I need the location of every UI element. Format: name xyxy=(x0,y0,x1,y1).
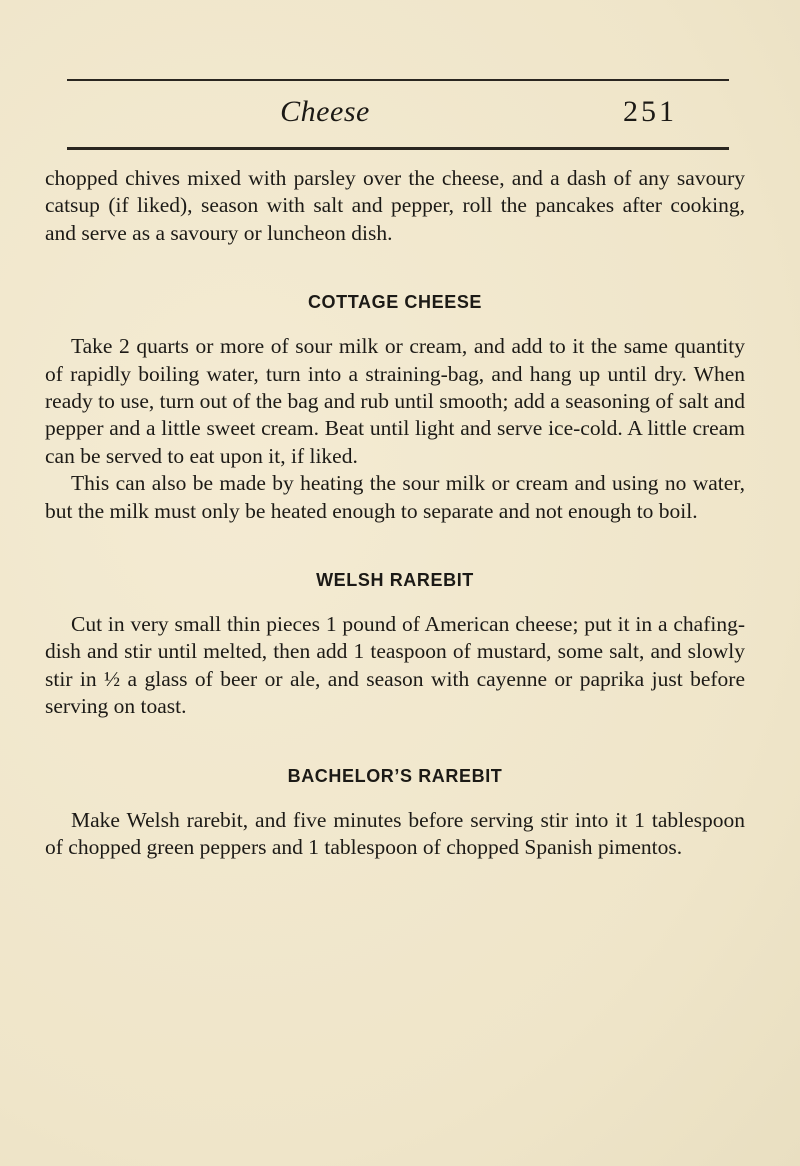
recipe-heading-cottage-cheese: COTTAGE CHEESE xyxy=(307,292,483,313)
bachelors-rarebit-paragraph: Make Welsh rarebit, and five minutes before serving stir into it 1 tablespoon of chopped green peppers and 1 tablespoon of chopped Spanish pimentos. xyxy=(45,807,745,860)
header-bottom-rule xyxy=(67,147,729,150)
recipe-heading-welsh-rarebit: WELSH RAREBIT xyxy=(316,570,474,591)
cottage-cheese-paragraph-2: This can also be made by heating the sour milk or cream and using no water, but the milk must only be heated enough to separate and not enough to boil. xyxy=(45,471,745,523)
header-top-rule xyxy=(67,79,729,81)
page-number: 251 xyxy=(623,95,677,128)
running-head xyxy=(45,92,745,136)
recipe-heading-bachelors-rarebit: BACHELOR’S RAREBIT xyxy=(287,765,503,786)
intro-paragraph: chopped chives mixed with parsley over the cheese, and a dash of any savoury catsup (if liked), season with salt and pepper, roll the pancakes after cooking, and serve as a savoury or luncheon dish. xyxy=(45,166,745,245)
running-head-title: Cheese xyxy=(280,95,370,128)
book-page xyxy=(45,0,745,1166)
welsh-rarebit-paragraph: Cut in very small thin pieces 1 pound of American cheese; put it in a chafing-dish and stir until melted, then add 1 teaspoon of mustard, some salt, and slowly stir in ½ a glass of beer or ale, and season with cayenne or paprika just before serving on toast. xyxy=(45,612,745,719)
cottage-cheese-paragraph-1: Take 2 quarts or more of sour milk or cream, and add to it the same quantity of rapidly boiling water, turn into a straining-bag, and hang up until dry. When ready to use, turn out of the bag and rub until smooth; add a seasoning of salt and pepper and a little sweet cream. Beat until light and serve ice-cold. A little cream can be served to eat upon it, if liked. xyxy=(45,334,745,468)
body-text xyxy=(45,165,745,862)
